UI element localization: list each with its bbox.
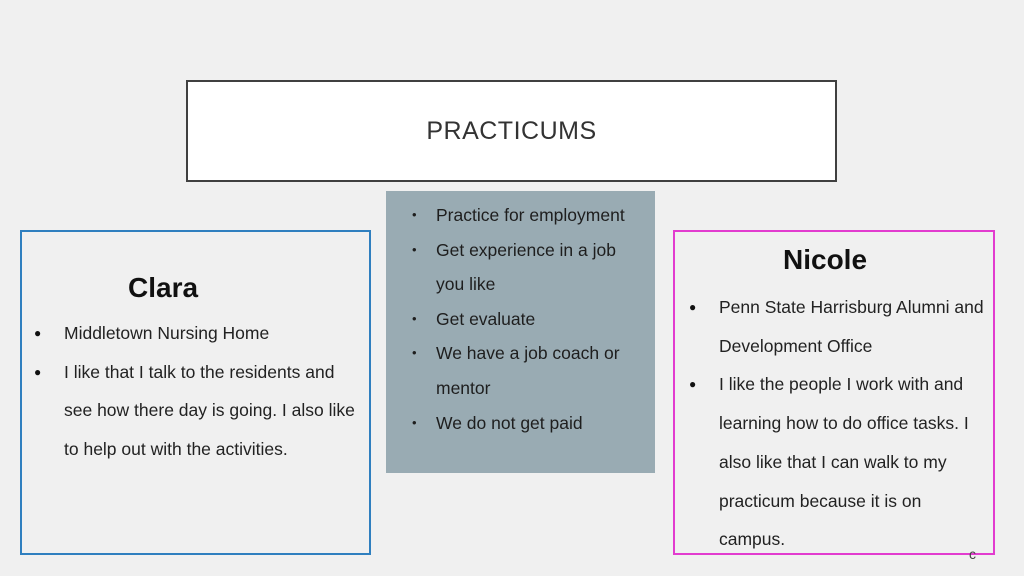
list-item: • Get experience in a job you like [412,233,645,302]
slide-title: PRACTICUMS [426,116,597,145]
list-item: • Practice for employment [412,198,645,233]
list-item: ● Middletown Nursing Home [34,314,364,353]
clara-box [20,230,371,555]
list-item: • Get evaluate [412,302,645,337]
nicole-name: Nicole [783,244,868,275]
list-item: • We have a job coach or mentor [412,336,645,405]
list-item: ● I like the people I work with and learning how to do office tasks. I also like that I can walk to my practicum because it is on campus. [689,365,989,559]
practicum-points-list [386,191,655,440]
clara-name: Clara [128,272,199,303]
corner-mark: c [969,546,976,562]
nicole-box [673,230,995,555]
clara-list [34,314,364,469]
nicole-list [689,288,989,559]
list-item: ● Penn State Harrisburg Alumni and Development Office [689,288,989,365]
title-box [186,80,837,182]
list-item: ● I like that I talk to the residents and see how there day is going. I also like to help out with the activities. [34,353,364,469]
list-item: • We do not get paid [412,406,645,441]
practicum-points-box [386,191,655,473]
